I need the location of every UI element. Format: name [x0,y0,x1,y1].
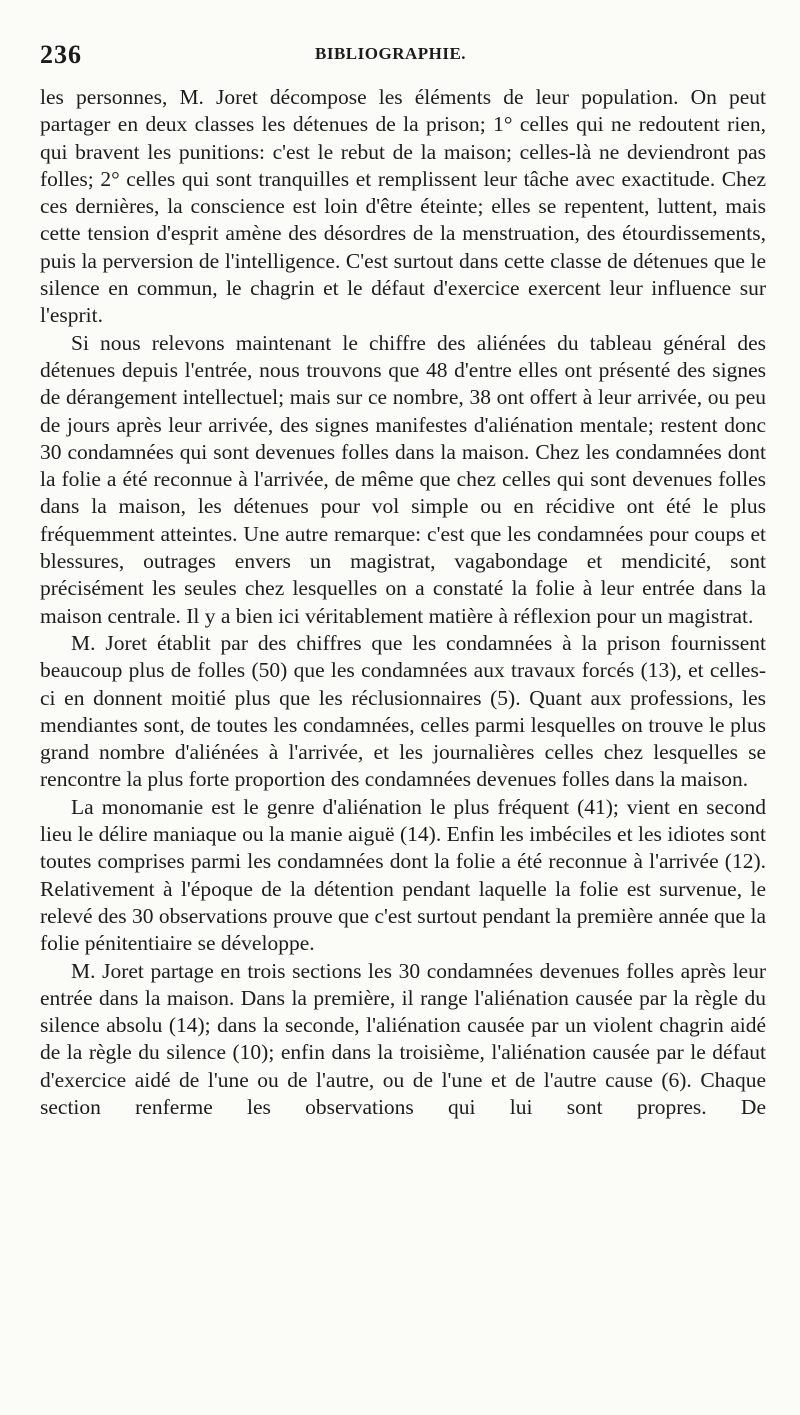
running-head [40,40,770,72]
paragraph-5: M. Joret partage en trois sections les 30 condamnées devenues folles après leur entrée dans la maison. Dans la première, il range l'aliénation causée par la règle du silence absolu (14); dans la seconde, l'aliénation causée par un violent chagrin aidé de la règle du silence (10); enfin dans la troisième, l'aliénation causée par le défaut d'exercice aidé de l'une ou de l'autre, ou de l'une et de l'autre cause (6). Chaque section renferme les observations qui lui sont propres. De [40,958,766,1119]
page-number: 236 [40,40,82,69]
paragraph-2: Si nous relevons maintenant le chiffre des aliénées du tableau général des détenues depuis l'entrée, nous trouvons que 48 d'entre elles ont présenté des signes de dérangement intellectuel; mais sur ce nombre, 38 ont offert à leur arrivée, ou peu de jours après leur arrivée, des signes manifestes d'aliénation mentale; restent donc 30 condamnées qui sont devenues folles dans la maison. Chez les condamnées dont la folie a été reconnue à l'arrivée, de même que chez celles qui sont devenues folles dans la maison, les détenues pour vol simple ou en récidive ont été le plus fréquemment atteintes. Une autre remarque: c'est que les condamnées pour coups et blessures, outrages envers un magistrat, vagabondage et mendicité, sont précisément les seules chez lesquelles on a constaté la folie à leur entrée dans la maison centrale. Il y a bien ici véritablement matière à réflexion pour un magistrat. [40,330,766,628]
paragraph-1: les personnes, M. Joret décompose les éléments de leur population. On peut partager en deux classes les détenues de la prison; 1° celles qui ne redoutent rien, qui bravent les punitions: c'est le rebut de la maison; celles-là ne deviendront pas folles; 2° celles qui sont tranquilles et remplissent leur tâche avec exactitude. Chez ces dernières, la conscience est loin d'être éteinte; elles se repentent, luttent, mais cette tension d'esprit amène des désordres de la menstruation, des étourdissements, puis la perversion de l'intelligence. C'est surtout dans cette classe de détenues que le silence en commun, le chagrin et le défaut d'exercice exercent leur influence sur l'esprit. [40,85,766,328]
body-text [40,84,766,1121]
paragraph-3: M. Joret établit par des chiffres que les condamnées à la prison fournissent beaucoup plus de folles (50) que les condamnées aux travaux forcés (13), et celles-ci en donnent moitié plus que les réclusionnaires (5). Quant aux professions, les mendiantes sont, de toutes les condamnées, celles parmi lesquelles on trouve le plus grand nombre d'aliénées à l'arrivée, et les journalières celles chez lesquelles se rencontre la plus forte proportion des condamnées devenues folles dans la maison. [40,630,766,792]
running-title: BIBLIOGRAPHIE. [315,44,467,63]
paragraph-4: La monomanie est le genre d'aliénation le plus fréquent (41); vient en second lieu le délire maniaque ou la manie aiguë (14). Enfin les imbéciles et les idiotes sont toutes comprises parmi les condamnées dont la folie a été reconnue à l'arrivée (12). Relativement à l'époque de la détention pendant laquelle la folie est survenue, le relevé des 30 observations prouve que c'est surtout pendant la première année que la folie pénitentiaire se développe. [40,794,766,956]
